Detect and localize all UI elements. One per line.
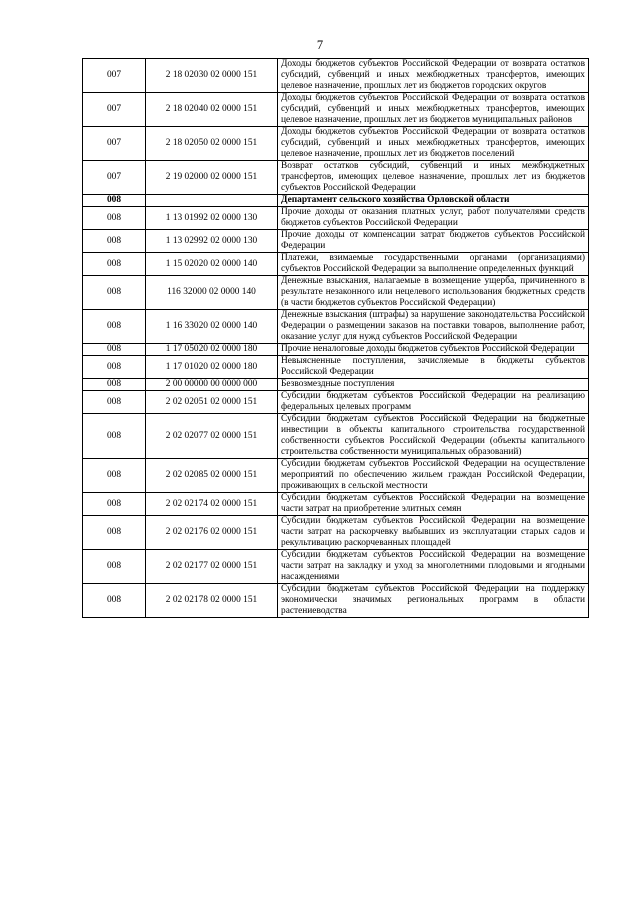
description-cell: Доходы бюджетов субъектов Российской Федерации от возврата остатков субсидий, субвенций и иных межбюджетных трансфертов, имеющих целевое назначение, прошлых лет из бюджетов городских округов (278, 59, 589, 93)
budget-code-cell: 2 00 00000 00 0000 000 (146, 379, 278, 391)
description-cell: Доходы бюджетов субъектов Российской Федерации от возврата остатков субсидий, субвенций и иных межбюджетных трансфертов, имеющих целевое назначение, прошлых лет из бюджетов поселений (278, 127, 589, 161)
admin-code-cell: 008 (83, 459, 146, 493)
table-row (83, 459, 589, 493)
admin-code-cell: 007 (83, 161, 146, 195)
table-row (83, 207, 589, 230)
description-cell: Субсидии бюджетам субъектов Российской Федерации на реализацию федеральных целевых программ (278, 391, 589, 414)
description-cell: Платежи, взимаемые государственными органами (организациями) субъектов Российской Федерации за выполнение определенных функций (278, 253, 589, 276)
budget-code-cell: 1 17 01020 02 0000 180 (146, 356, 278, 379)
section-header-row (83, 195, 589, 207)
table-row (83, 584, 589, 618)
admin-code-cell: 008 (83, 356, 146, 379)
admin-code-cell: 008 (83, 207, 146, 230)
description-cell: Прочие доходы от компенсации затрат бюджетов субъектов Российской Федерации (278, 230, 589, 253)
admin-code-cell: 008 (83, 195, 146, 207)
table-row (83, 276, 589, 310)
description-cell: Безвозмездные поступления (278, 379, 589, 391)
description-cell: Субсидии бюджетам субъектов Российской Федерации на возмещение части затрат на закладку и уход за многолетними плодовыми и ягодными насаждениями (278, 550, 589, 584)
description-cell: Денежные взыскания (штрафы) за нарушение законодательства Российской Федерации о размещении заказов на поставки товаров, выполнение работ, оказание услуг для нужд субъектов Российской Федерации (278, 310, 589, 344)
admin-code-cell: 008 (83, 310, 146, 344)
table-row (83, 391, 589, 414)
budget-code-cell: 1 15 02020 02 0000 140 (146, 253, 278, 276)
budget-code-cell: 2 02 02077 02 0000 151 (146, 414, 278, 459)
admin-code-cell: 008 (83, 276, 146, 310)
budget-code-cell: 2 02 02174 02 0000 151 (146, 493, 278, 516)
budget-code-cell: 2 02 02178 02 0000 151 (146, 584, 278, 618)
budget-code-cell: 1 13 01992 02 0000 130 (146, 207, 278, 230)
table-row (83, 127, 589, 161)
table-row (83, 379, 589, 391)
table-row (83, 230, 589, 253)
table-row (83, 310, 589, 344)
admin-code-cell: 008 (83, 584, 146, 618)
admin-code-cell: 008 (83, 391, 146, 414)
admin-code-cell: 008 (83, 344, 146, 356)
admin-code-cell: 008 (83, 379, 146, 391)
description-cell: Прочие неналоговые доходы бюджетов субъектов Российской Федерации (278, 344, 589, 356)
budget-code-cell: 2 02 02085 02 0000 151 (146, 459, 278, 493)
table-row (83, 161, 589, 195)
budget-code-cell: 2 02 02177 02 0000 151 (146, 550, 278, 584)
budget-code-cell: 2 18 02050 02 0000 151 (146, 127, 278, 161)
description-cell: Субсидии бюджетам субъектов Российской Федерации на возмещение части затрат на приобретение элитных семян (278, 493, 589, 516)
table-row (83, 550, 589, 584)
budget-classification-table (82, 58, 589, 618)
table-row (83, 253, 589, 276)
description-cell: Доходы бюджетов субъектов Российской Федерации от возврата остатков субсидий, субвенций и иных межбюджетных трансфертов, имеющих целевое назначение, прошлых лет из бюджетов муниципальных районов (278, 93, 589, 127)
budget-code-cell: 2 02 02051 02 0000 151 (146, 391, 278, 414)
admin-code-cell: 007 (83, 59, 146, 93)
budget-code-cell: 116 32000 02 0000 140 (146, 276, 278, 310)
table-row (83, 59, 589, 93)
admin-code-cell: 008 (83, 253, 146, 276)
budget-code-cell: 1 13 02992 02 0000 130 (146, 230, 278, 253)
admin-code-cell: 008 (83, 493, 146, 516)
table-row (83, 93, 589, 127)
admin-code-cell: 007 (83, 93, 146, 127)
budget-code-cell: 2 02 02176 02 0000 151 (146, 516, 278, 550)
budget-code-cell: 2 19 02000 02 0000 151 (146, 161, 278, 195)
admin-code-cell: 008 (83, 414, 146, 459)
department-name-cell: Департамент сельского хозяйства Орловской области (278, 195, 589, 207)
admin-code-cell: 008 (83, 550, 146, 584)
budget-code-cell (146, 195, 278, 207)
budget-code-cell: 1 16 33020 02 0000 140 (146, 310, 278, 344)
description-cell: Прочие доходы от оказания платных услуг, работ получателями средств бюджетов субъектов Российской Федерации (278, 207, 589, 230)
description-cell: Субсидии бюджетам субъектов Российской Федерации на осуществление мероприятий по обеспечению жильем граждан Российской Федерации, проживающих в сельской местности (278, 459, 589, 493)
table-row (83, 356, 589, 379)
table-row (83, 344, 589, 356)
budget-code-cell: 2 18 02040 02 0000 151 (146, 93, 278, 127)
budget-code-cell: 2 18 02030 02 0000 151 (146, 59, 278, 93)
description-cell: Возврат остатков субсидий, субвенций и иных межбюджетных трансфертов, имеющих целевое назначение, прошлых лет из бюджетов субъектов Российской Федерации (278, 161, 589, 195)
admin-code-cell: 008 (83, 516, 146, 550)
admin-code-cell: 007 (83, 127, 146, 161)
description-cell: Субсидии бюджетам субъектов Российской Федерации на поддержку экономически значимых региональных программ в области растениеводства (278, 584, 589, 618)
table-body (83, 59, 589, 618)
table-row (83, 414, 589, 459)
description-cell: Невыясненные поступления, зачисляемые в бюджеты субъектов Российской Федерации (278, 356, 589, 379)
budget-code-cell: 1 17 05020 02 0000 180 (146, 344, 278, 356)
table-row (83, 493, 589, 516)
table-row (83, 516, 589, 550)
admin-code-cell: 008 (83, 230, 146, 253)
description-cell: Субсидии бюджетам субъектов Российской Федерации на бюджетные инвестиции в объекты капитального строительства государственной собственности субъектов Российской Федерации (объекты капитального строительства собственности муниципальных образований) (278, 414, 589, 459)
description-cell: Субсидии бюджетам субъектов Российской Федерации на возмещение части затрат на раскорчевку выбывших из эксплуатации старых садов и рекультивацию раскорчеванных площадей (278, 516, 589, 550)
description-cell: Денежные взыскания, налагаемые в возмещение ущерба, причиненного в результате незаконного или нецелевого использования бюджетных средств (в части бюджетов субъектов Российской Федерации) (278, 276, 589, 310)
page-number: 7 (316, 38, 324, 52)
